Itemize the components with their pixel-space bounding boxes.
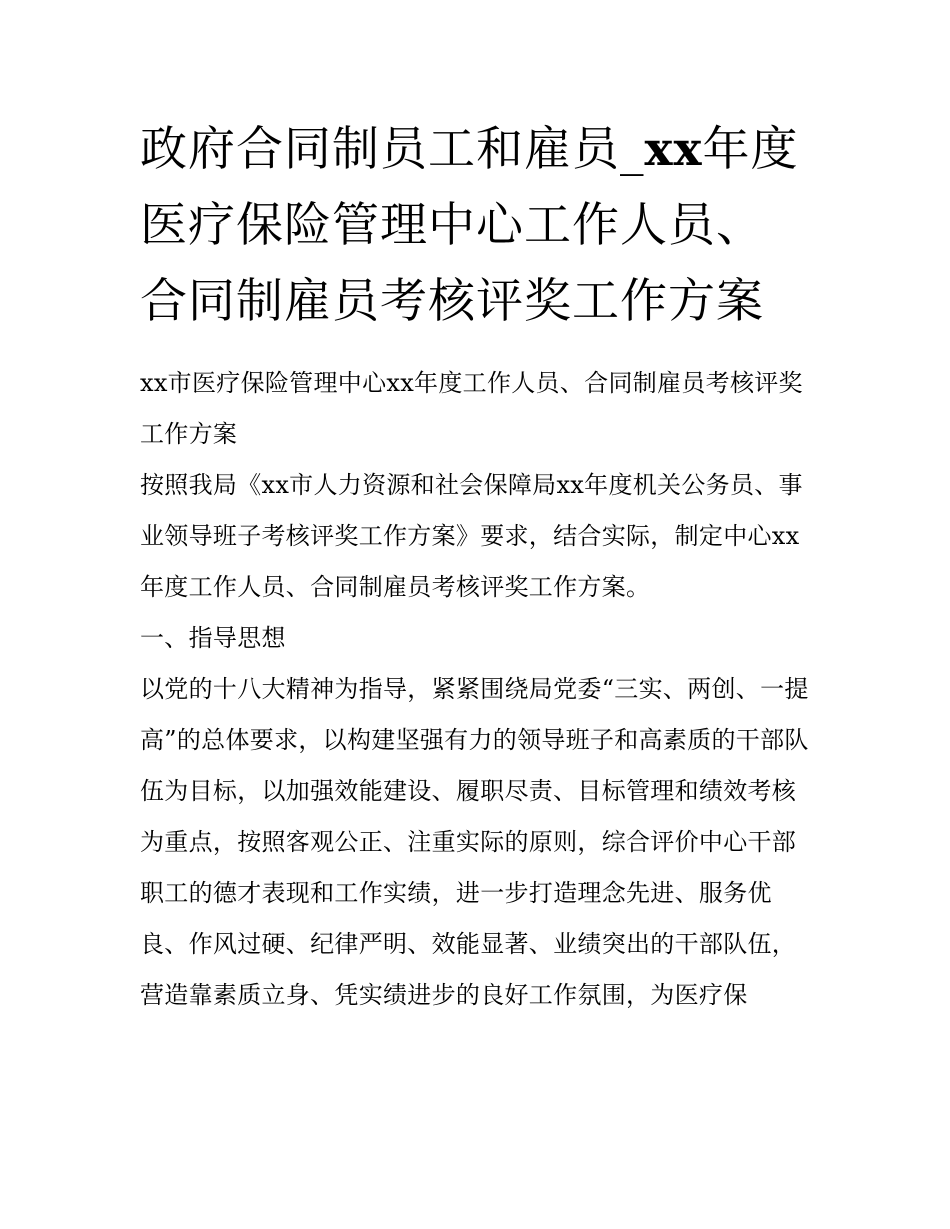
section-heading: 一、指导思想 — [140, 624, 286, 652]
title-bold-text: xx — [644, 122, 703, 177]
guiding-principle-paragraph: 以党的十八大精神为指导，紧紧围绕局党委“三实、两创、一提高”的总体要求，以构建坚强有力的领导班子和高素质的干部队伍为目标，以加强效能建设、履职尽责、目标管理和绩效考核为重点，按照客观公正、注重实际的原则，综合评价中心干部职工的德才表现和工作实绩，进一步打造理念先进、服务优良、作风过硬、纪律严明、效能显著、业绩突出的干部队伍，营造靠素质立身、凭实绩进步的良好工作氛围，为医疗保 — [140, 675, 809, 1009]
subtitle-paragraph: xx市医疗保险管理中心xx年度工作人员、合同制雇员考核评奖工作方案 — [140, 369, 803, 448]
document-body — [140, 358, 820, 1021]
title-prefix: 政府合同制员工和雇员_ — [140, 122, 645, 177]
intro-paragraph: 按照我局《xx市人力资源和社会保障局xx年度机关公务员、事业领导班子考核评奖工作方案》要求，结合实际，制定中心xx年度工作人员、合同制雇员考核评奖工作方案。 — [140, 471, 803, 601]
document-title — [140, 112, 800, 340]
title-suffix: 年度医疗保险管理中心工作人员、合同制雇员考核评奖工作方案 — [140, 122, 799, 329]
document-page — [140, 112, 820, 1021]
